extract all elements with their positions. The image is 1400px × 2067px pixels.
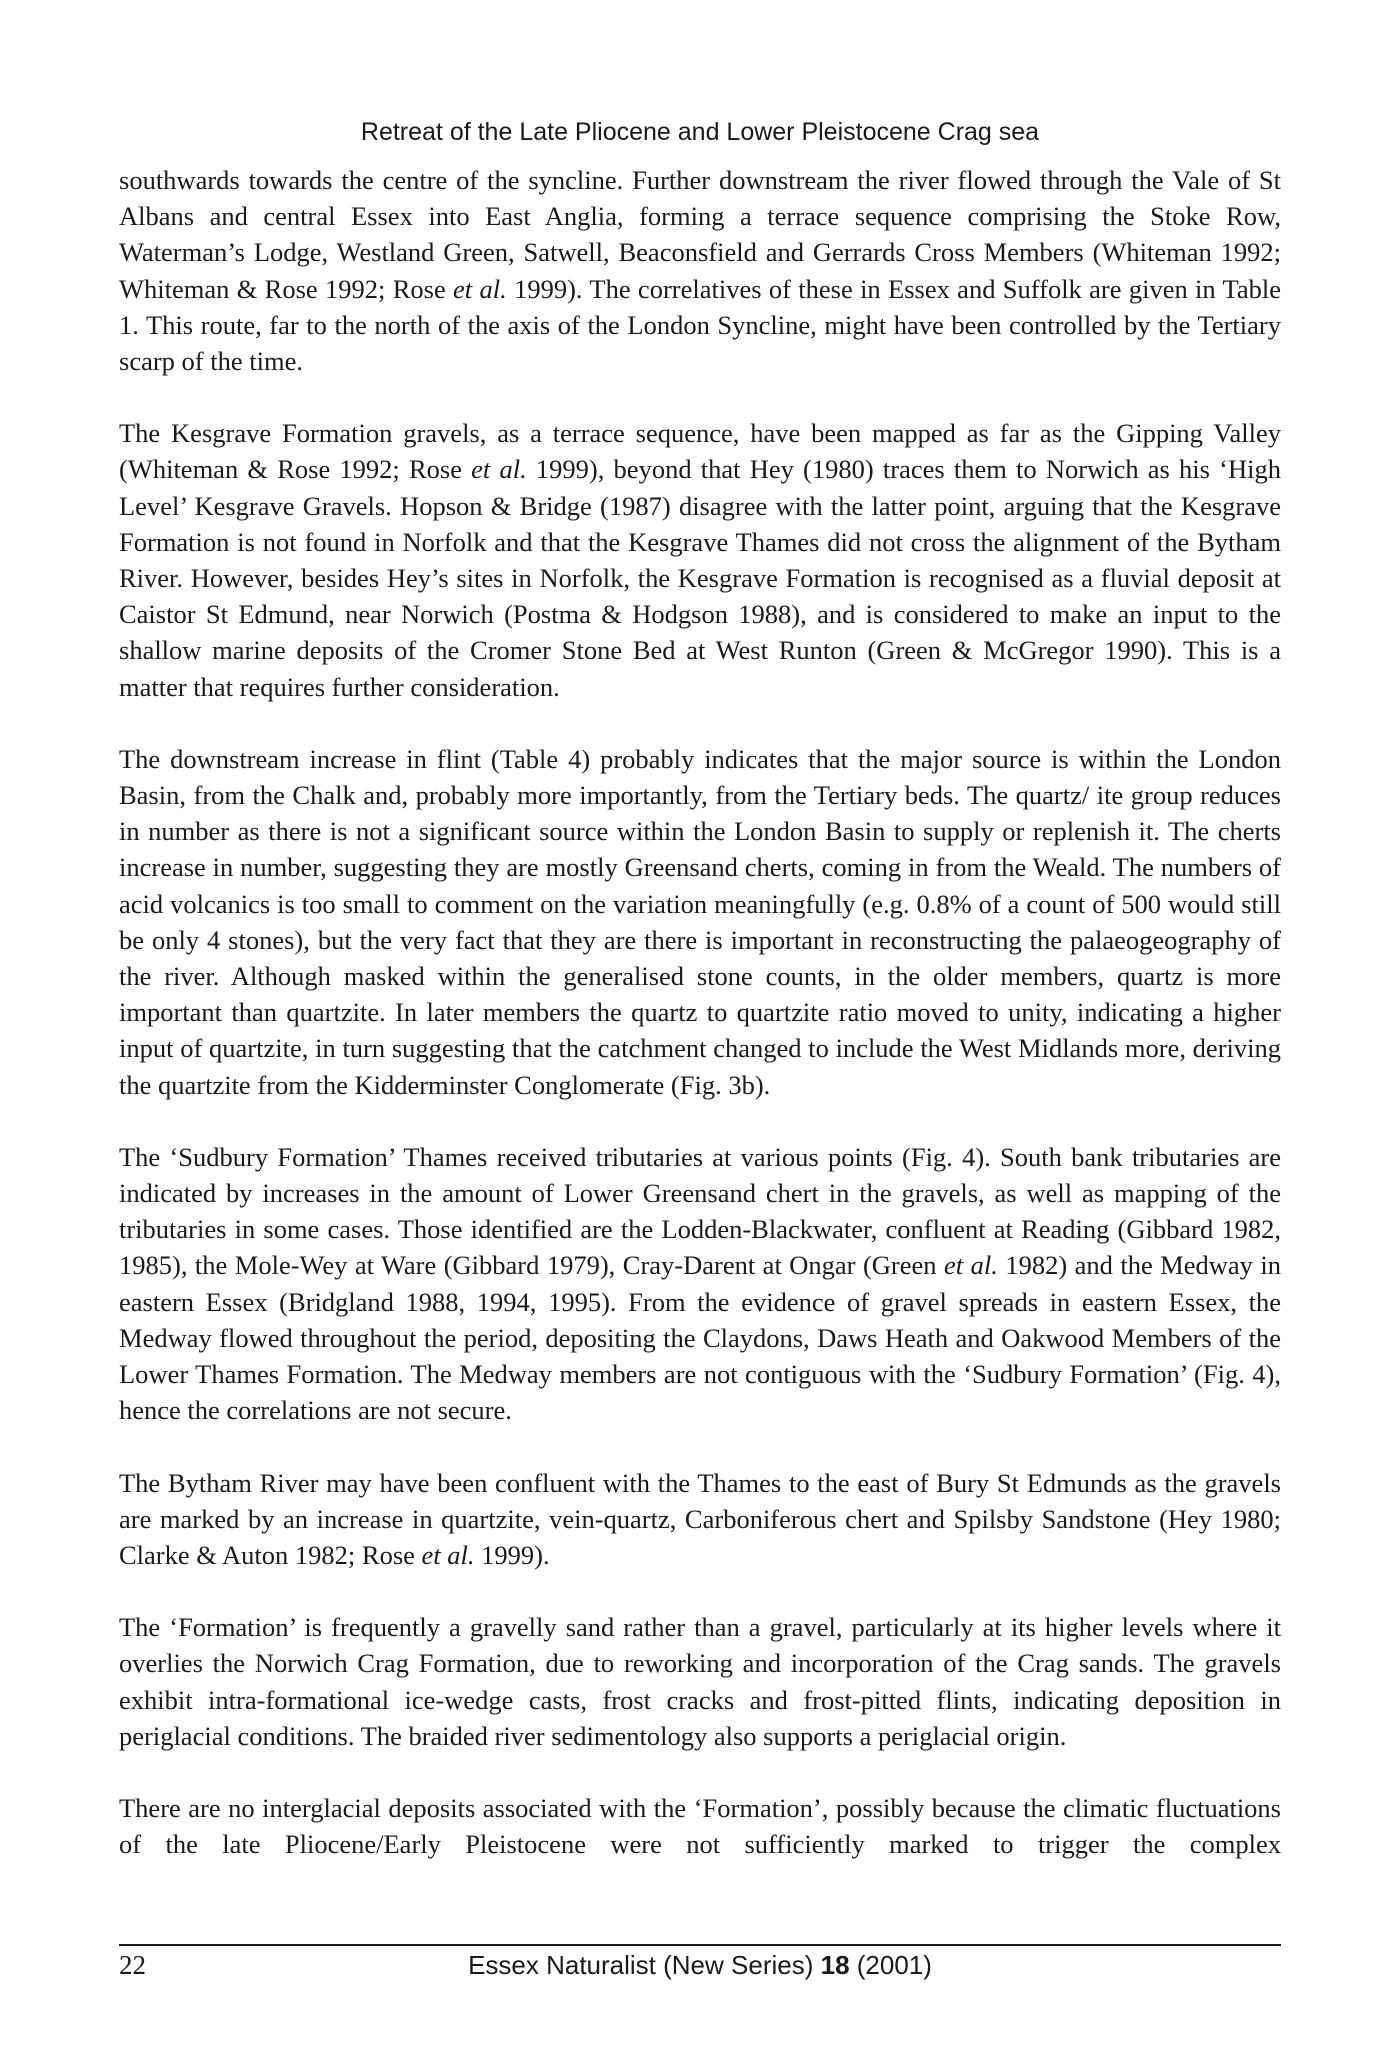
text-run: The downstream increase in flint (Table 4) probably indicates that the major source is within the London Basin, from the Chalk and, probably more importantly, from the Tertiary beds. The quartz/ ite group reduces in number as there is not a significant source within the London Basin to supply or replenish it. The cherts increase in number, suggesting they are mostly Greensand cherts, coming in from the Weald. The numbers of acid volcanics is too small to comment on the variation meaningfully (e.g. 0.8% of a count of 500 would still be only 4 stones), but the very fact that they are there is important in reconstructing the palaeogeography of the river. Although masked within the generalised stone counts, in the older members, quartz is more important than quartzite. In later members the quartz to quartzite ratio moved to unity, indicating a higher input of quartzite, in turn suggesting that the catchment changed to include the West Midlands more, deriving the quartzite from the Kidderminster Conglomerate (Fig. 3b). — [119, 743, 1281, 1100]
footer-rule — [119, 1944, 1281, 1946]
paragraph — [119, 1465, 1281, 1574]
text-run: 1999), beyond that Hey (1980) traces them to Norwich as his ‘High Level’ Kesgrave Gravels. Hopson & Bridge (1987) disagree with the latter point, arguing that the Kesgrave Formation is not found in Norfolk and that the Kesgrave Thames did not cross the alignment of the Bytham River. However, besides Hey’s sites in Norfolk, the Kesgrave Formation is recognised as a fluvial deposit at Caistor St Edmund, near Norwich (Postma & Hodgson 1988), and is considered to make an input to the shallow marine deposits of the Cromer Stone Bed at West Runton (Green & McGregor 1990). This is a matter that requires further consideration. — [119, 454, 1281, 702]
paragraph — [119, 162, 1281, 379]
paragraph — [119, 415, 1281, 705]
text-run-italic: et al. — [944, 1250, 998, 1281]
text-run-italic: et al. — [471, 454, 527, 485]
text-run-italic: et al. — [453, 273, 507, 304]
running-header: Retreat of the Late Pliocene and Lower Pleistocene Crag sea — [360, 118, 1040, 146]
text-run-italic: et al. — [421, 1539, 475, 1570]
text-run: 1999). — [474, 1539, 550, 1570]
paragraph — [119, 1790, 1281, 1862]
text-run: southwards towards the centre of the syncline. Further downstream the river flowed through the Vale of St Albans and central Essex into East Anglia, forming a terrace sequence comprising the Stoke Row, Waterman’s Lodge, Westland Green, Satwell, Beaconsfield and Gerrards Cross Members (Whiteman 1992; Whiteman & Rose 1992; Rose — [119, 165, 1281, 304]
text-run: The ‘Sudbury Formation’ Thames received tributaries at various points (Fig. 4). South bank tributaries are indicated by increases in the amount of Lower Greensand chert in the gravels, as well as mapping of the tributaries in some cases. Those identified are the Lodden-Blackwater, confluent at Reading (Gibbard 1982, 1985), the Mole-Wey at Ware (Gibbard 1979), Cray-Darent at Ongar (Green — [119, 1141, 1281, 1281]
text-run: 1982) and the Medway in eastern Essex (Bridgland 1988, 1994, 1995). From the evidence of gravel spreads in eastern Essex, the Medway flowed throughout the period, depositing the Claydons, Daws Heath and Oakwood Members of the Lower Thames Formation. The Medway members are not contiguous with the ‘Sudbury Formation’ (Fig. 4), hence the correlations are not secure. — [119, 1250, 1281, 1426]
paragraph — [119, 1139, 1281, 1429]
text-run: The Kesgrave Formation gravels, as a terrace sequence, have been mapped as far as the Gipping Valley (Whiteman & Rose 1992; Rose — [119, 418, 1281, 485]
text-run: 1999). The correlatives of these in Essex and Suffolk are given in Table 1. This route, far to the north of the axis of the London Syncline, might have been controlled by the Tertiary scarp of the time. — [119, 273, 1281, 377]
journal-volume: 18 — [820, 1950, 850, 1980]
page-number: 22 — [119, 1950, 146, 1980]
body-text — [119, 162, 1281, 1862]
paragraph — [119, 1609, 1281, 1754]
journal-citation — [119, 1950, 1281, 1981]
text-run: The Bytham River may have been confluent with the Thames to the east of Bury St Edmunds as the gravels are marked by an increase in quartzite, vein-quartz, Carboniferous chert and Spilsby Sandstone (Hey 1980; Clarke & Auton 1982; Rose — [119, 1467, 1281, 1570]
journal-name: Essex Naturalist (New Series) — [468, 1950, 821, 1980]
journal-year: (2001) — [849, 1950, 932, 1980]
text-run: There are no interglacial deposits associated with the ‘Formation’, possibly because the climatic fluctuations of the late Pliocene/Early Pleistocene were not sufficiently marked to trigger the complex — [119, 1792, 1281, 1860]
text-run: The ‘Formation’ is frequently a gravelly sand rather than a gravel, particularly at its higher levels where it overlies the Norwich Crag Formation, due to reworking and incorporation of the Crag sands. The gravels exhibit intra-formational ice-wedge casts, frost cracks and frost-pitted flints, indicating deposition in periglacial conditions. The braided river sedimentology also supports a periglacial origin. — [119, 1612, 1281, 1751]
paragraph — [119, 741, 1281, 1103]
